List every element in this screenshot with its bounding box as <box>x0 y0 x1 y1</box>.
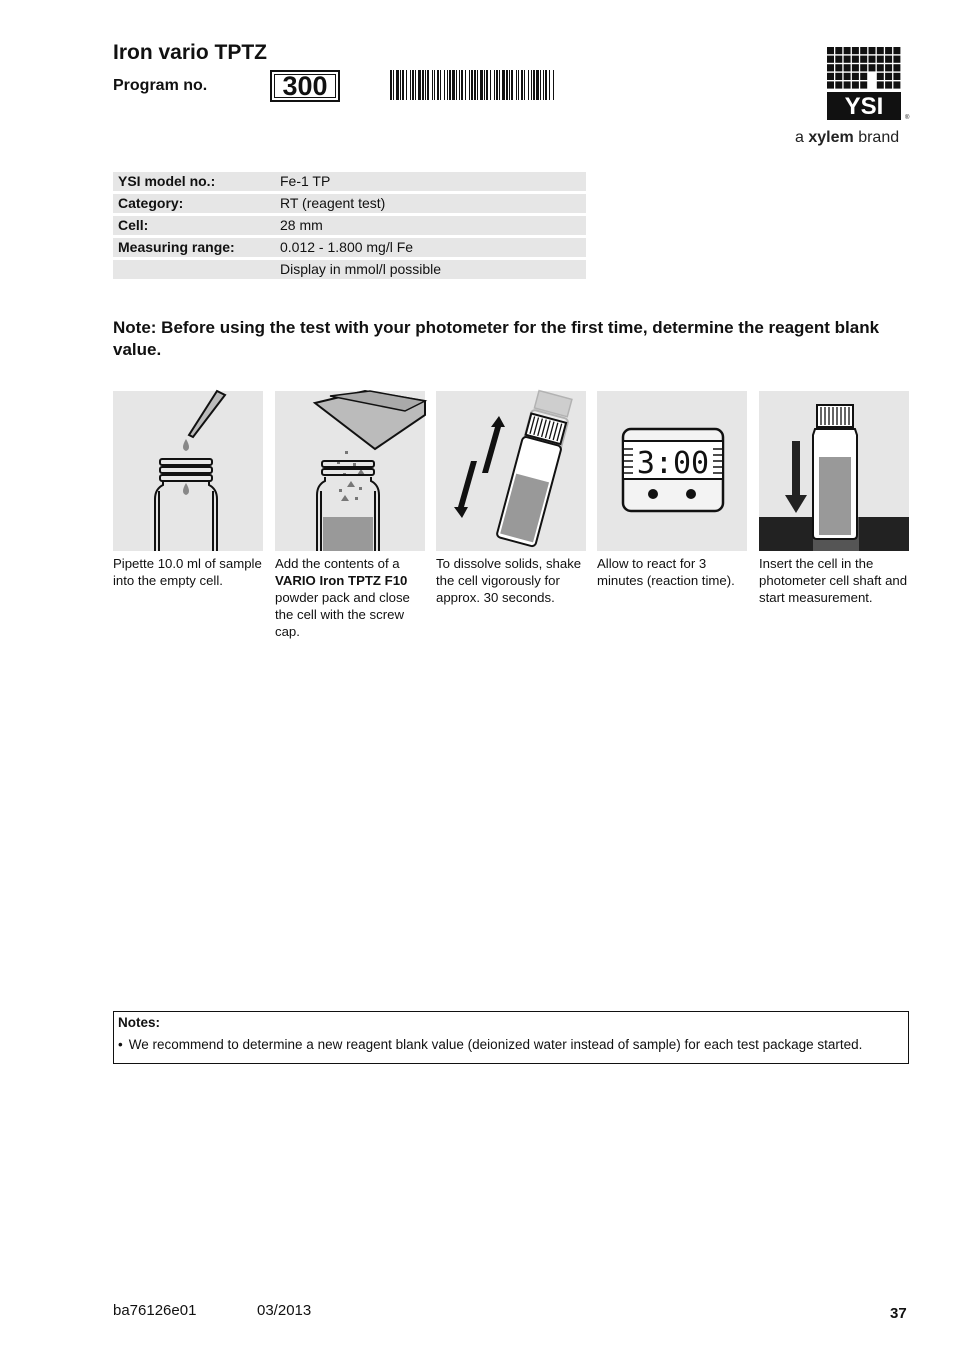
barcode-icon <box>390 70 555 100</box>
spec-table <box>113 169 586 282</box>
step-4-text: Allow to react for 3 minutes (reaction time). <box>597 556 735 588</box>
list-item <box>118 1036 904 1053</box>
timer-display: 3:00 <box>636 446 710 481</box>
step-3-text: To dissolve solids, shake the cell vigorously for approx. 30 seconds. <box>436 556 582 605</box>
step-5 <box>759 391 909 606</box>
footer-date: 03/2013 <box>257 1302 312 1319</box>
step-3 <box>436 391 586 606</box>
notes-heading: Notes: <box>118 1015 161 1030</box>
page-title: Iron vario TPTZ <box>113 41 268 64</box>
notes-item-text: We recommend to determine a new reagent blank value (deionized water instead of sample) for each test package started. <box>128 1037 863 1052</box>
step-2-text: Add the contents of a VARIO Iron TPTZ F10 powder pack and close the cell with the screw cap. <box>275 556 410 639</box>
pipette-icon <box>113 391 263 551</box>
step-1 <box>113 391 263 589</box>
logo-text: YSI <box>844 93 884 120</box>
table-row: YSI model no.: Fe-1 TP <box>113 172 586 191</box>
timer-icon <box>597 391 747 551</box>
notes-box <box>113 1011 909 1064</box>
note-text: Note: Before using the test with your photometer for the first time, determine the reagent blank value. <box>113 318 880 359</box>
step-5-text: Insert the cell in the photometer cell shaft and start measurement. <box>759 556 908 605</box>
table-row: Cell: 28 mm <box>113 216 586 235</box>
bullet-icon: • <box>118 1037 123 1052</box>
brand-tagline: a xylem brand <box>795 129 900 146</box>
program-label: Program no. <box>113 77 208 94</box>
step-4 <box>597 391 747 589</box>
ysi-logo <box>826 46 908 122</box>
page-number: 37 <box>890 1305 907 1322</box>
shake-cell-icon <box>436 391 586 551</box>
svg-text:®: ® <box>905 115 910 121</box>
step-2 <box>275 391 425 640</box>
program-number: 300 <box>270 70 340 102</box>
powder-pack-icon <box>275 391 425 551</box>
table-row: Category: RT (reagent test) <box>113 194 586 213</box>
insert-cell-icon <box>759 391 909 551</box>
step-1-text: Pipette 10.0 ml of sample into the empty cell. <box>113 556 262 588</box>
table-row: Measuring range: 0.012 - 1.800 mg/l Fe <box>113 238 586 257</box>
table-row: Display in mmol/l possible <box>113 260 586 279</box>
footer-doc-id: ba76126e01 <box>113 1302 197 1319</box>
